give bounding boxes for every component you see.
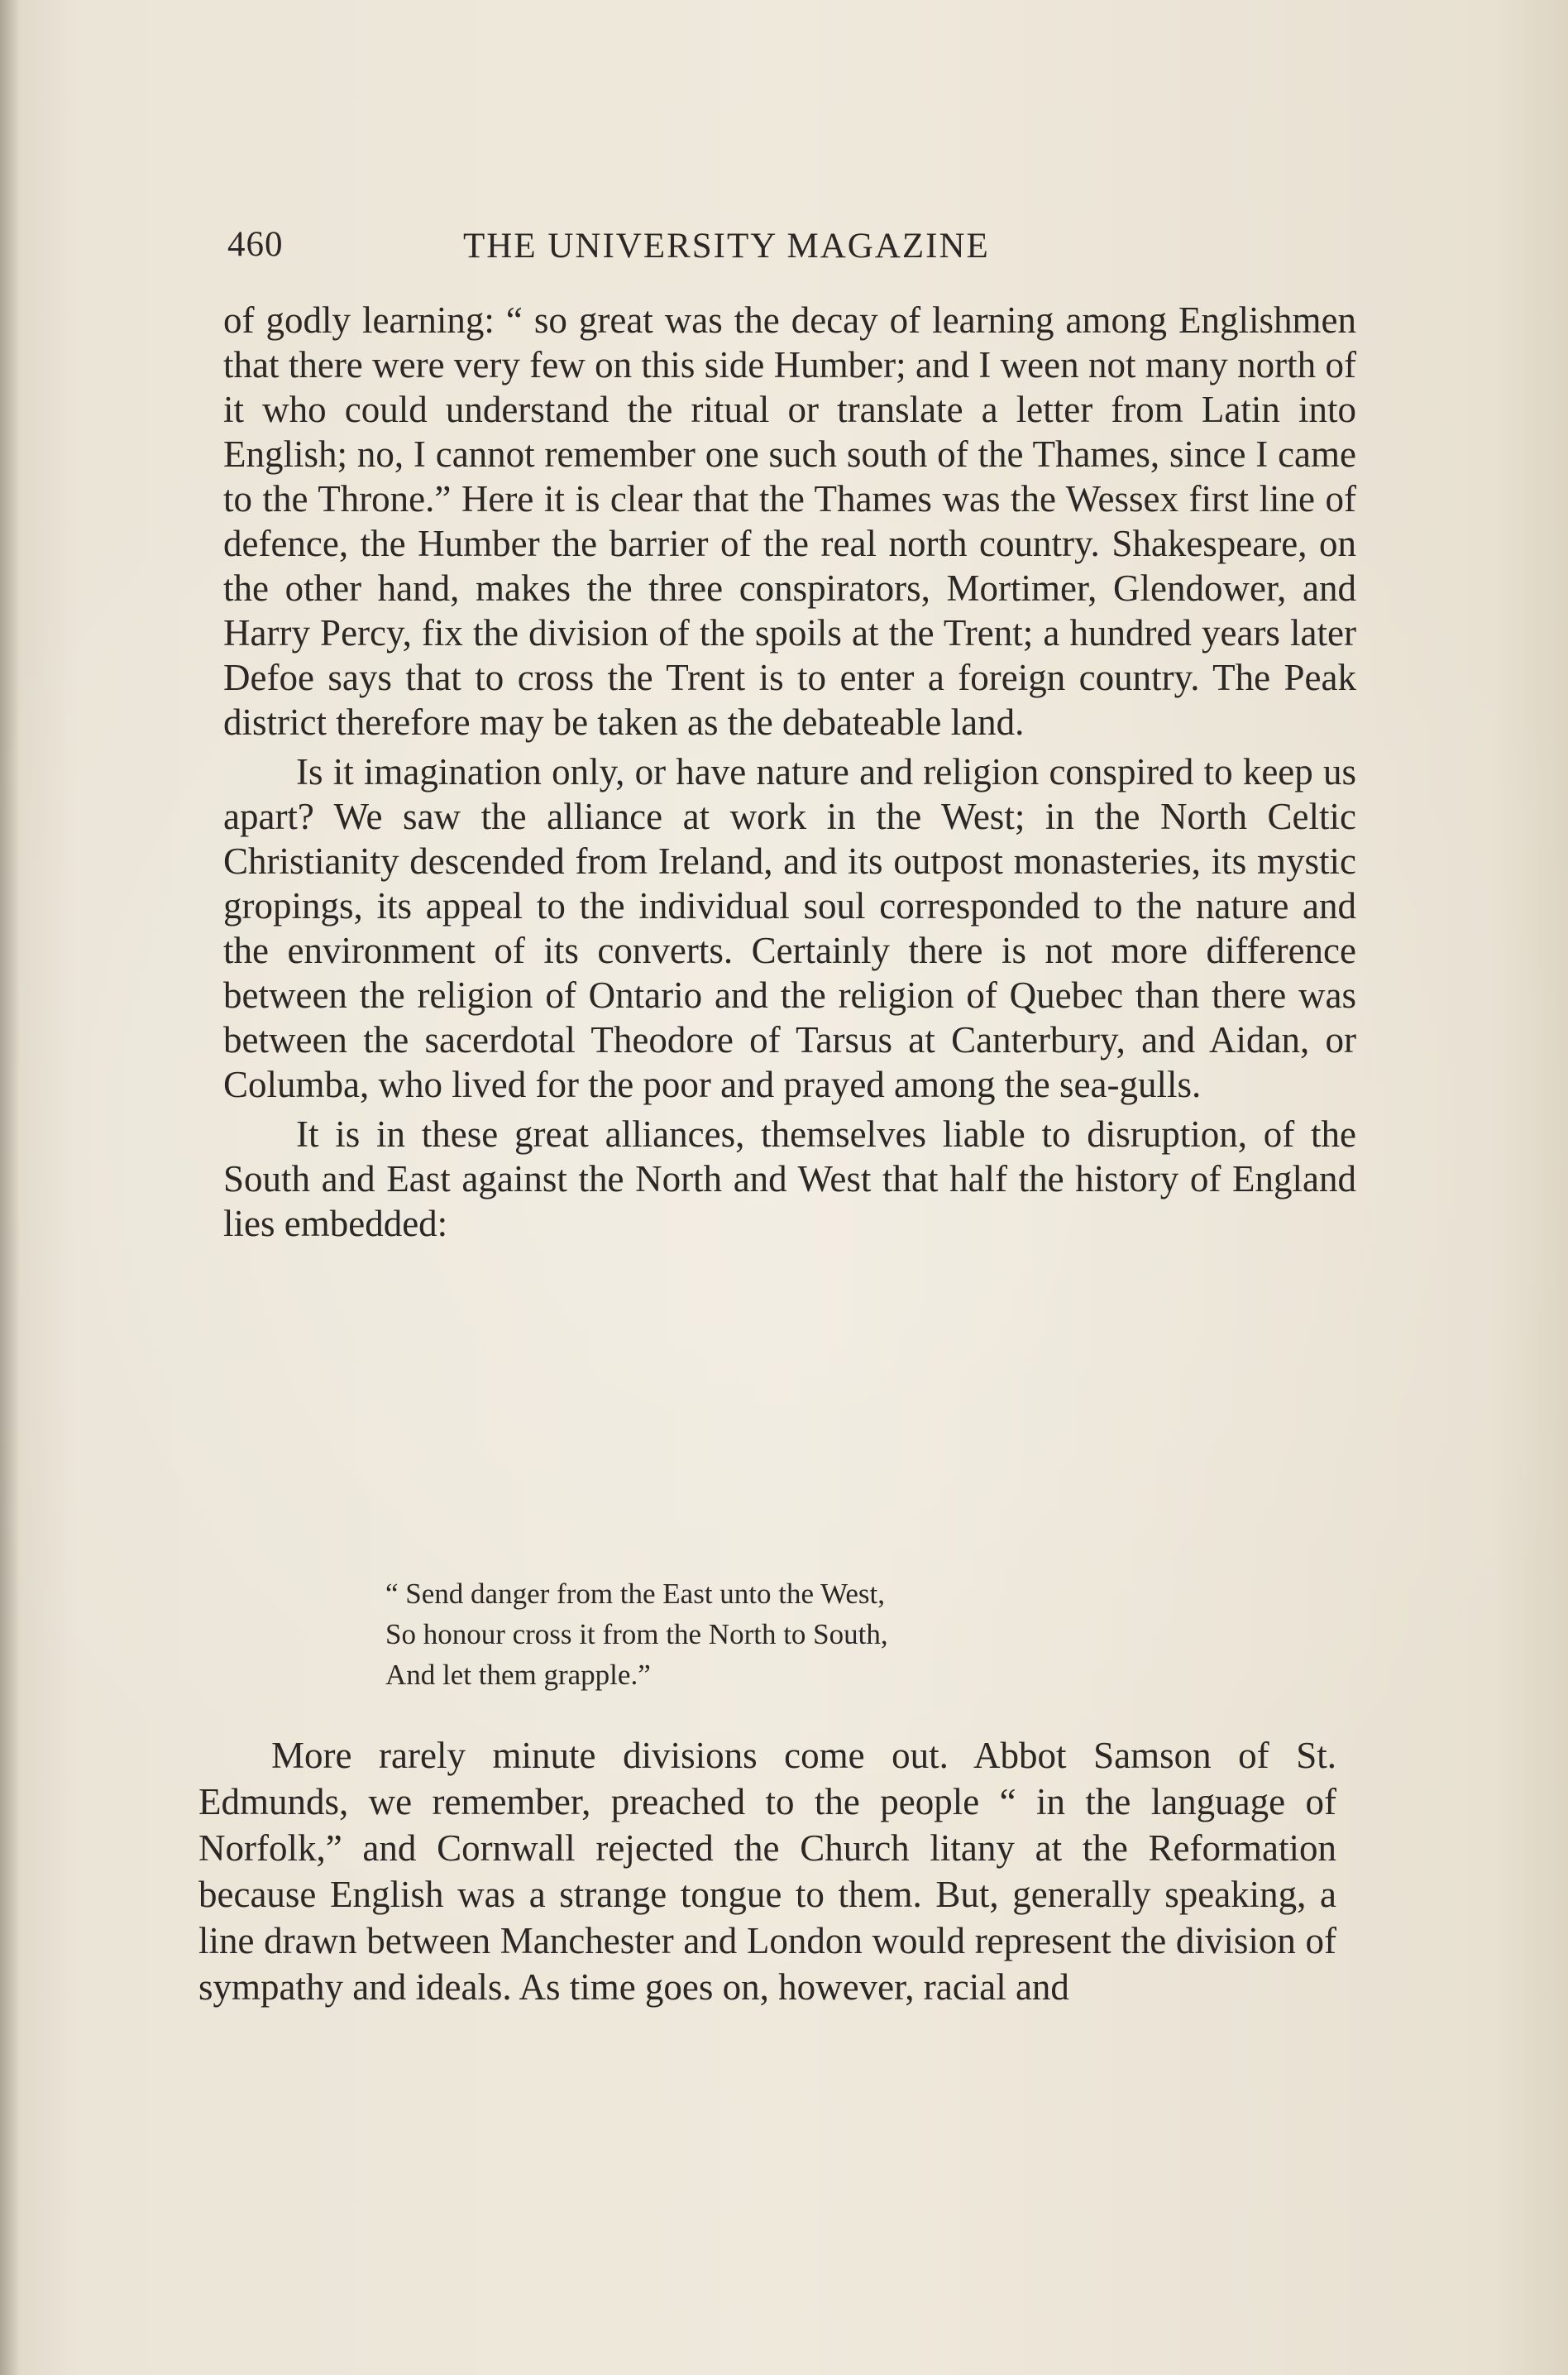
quote-line-3: And let them grapple.” <box>385 1659 651 1691</box>
quote-line-1: “ Send danger from the East unto the West, <box>385 1578 886 1610</box>
page-header <box>227 220 1336 278</box>
paragraph-1: of godly learning: “ so great was the decay of learning among Englishmen that there were very few on this side Humber; and I ween not many north of it who could understand the ritual or translate a letter from Latin into English; no, I cannot remember one such south of the Thames, since I came to the Throne.” Here it is clear that the Thames was the Wessex first line of defence, the Humber the barrier of the real north country. Shakespeare, on the other hand, makes the three conspirators, Mortimer, Glendower, and Harry Percy, fix the division of the spoils at the Trent; a hundred years later Defoe says that to cross the Trent is to enter a foreign country. The Peak district therefore may be taken as the debateable land. <box>223 299 1356 743</box>
binding-shadow <box>0 0 20 2375</box>
paragraph-2: Is it imagination only, or have nature and religion conspired to keep us apart? We saw the alliance at work in the West; in the North Celtic Christianity descended from Ireland, and its outpost monasteries, its mystic gropings, its appeal to the individual soul corresponded to the nature and the environment of its converts. Certainly there is not more difference between the religion of Ontario and the religion of Quebec than there was between the sacerdotal Theodore of Tarsus at Canterbury, and Aidan, or Columba, who lived for the poor and prayed among the sea-gulls. <box>223 751 1356 1105</box>
main-text <box>223 298 1356 1246</box>
page-number: 460 <box>227 225 284 264</box>
closing-text <box>198 1732 1336 2010</box>
quote-line-2: So honour cross it from the North to South, <box>385 1618 888 1650</box>
paragraph-4: More rarely minute divisions come out. Abbot Samson of St. Edmunds, we remember, preached to the people “ in the language of Norfolk,” and Cornwall rejected the Church litany at the Reformation because English was a strange tongue to them. But, generally speaking, a line drawn between Manchester and London would represent the division of sympathy and ideals. As time goes on, however, racial and <box>198 1735 1336 2008</box>
running-head-title: THE UNIVERSITY MAGAZINE <box>463 227 990 266</box>
verse-quotation <box>385 1573 1130 1695</box>
paragraph-3: It is in these great alliances, themselves liable to disruption, of the South and East against the North and West that half the history of England lies embedded: <box>223 1113 1356 1244</box>
